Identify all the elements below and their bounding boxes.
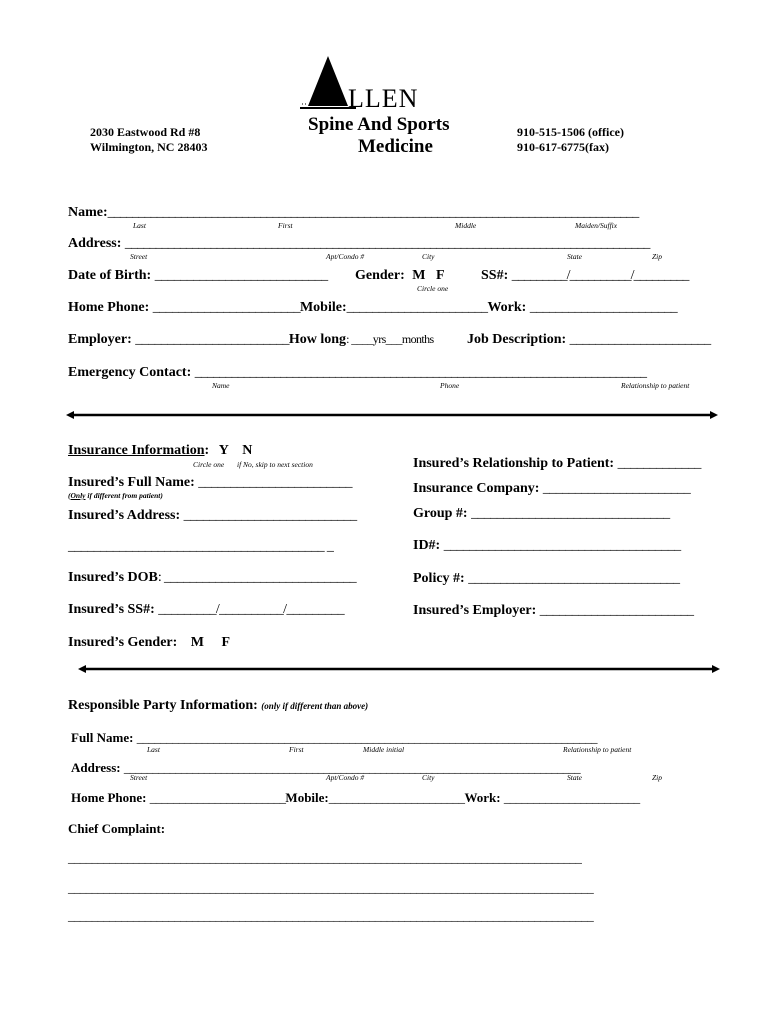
how-long-field[interactable]: : ____yrs___months xyxy=(346,332,434,346)
insured-dob-row xyxy=(68,570,356,586)
complaint-line-3[interactable]: _________________________________________________________________________________________ xyxy=(68,908,594,923)
job-desc-field[interactable]: ______________________ xyxy=(569,332,711,347)
mobile-label: Mobile: xyxy=(299,300,347,315)
name-sub-last: Last xyxy=(133,221,146,230)
gender-options[interactable]: M F xyxy=(412,268,445,283)
responsible-heading-row xyxy=(68,698,368,714)
responsible-home-phone-field[interactable]: _______________________ xyxy=(149,790,286,805)
insured-address-row xyxy=(68,508,356,524)
responsible-sub-first: First xyxy=(289,745,304,754)
relationship-field[interactable]: _____________ xyxy=(617,456,701,471)
insurance-heading-colon: : xyxy=(204,443,210,458)
responsible-sub-last: Last xyxy=(147,745,160,754)
name-sub-suffix: Maiden/Suffix xyxy=(575,221,618,230)
responsible-heading-note: (only if different than above) xyxy=(261,701,369,711)
group-label: Group #: xyxy=(413,506,468,521)
logo-line2: Spine And Sports xyxy=(308,114,450,135)
insured-dob-field[interactable]: : ______________________________ xyxy=(157,570,357,585)
group-row xyxy=(413,506,670,522)
relationship-row xyxy=(413,456,701,472)
emergency-sub-name: Name xyxy=(212,381,230,390)
dob-row xyxy=(68,268,328,284)
responsible-address-sub-zip: Zip xyxy=(652,773,663,782)
insured-ss-field[interactable]: _________/__________/_________ xyxy=(158,602,345,617)
responsible-work-label: Work: xyxy=(464,790,501,805)
ss-field[interactable]: _________/__________/_________ xyxy=(511,268,689,283)
address-sub-street: Street xyxy=(130,252,148,261)
company-field[interactable]: _______________________ xyxy=(542,481,691,496)
emergency-sub-relationship: Relationship to patient xyxy=(621,381,690,390)
address-sub-apt: Apt/Condo # xyxy=(326,252,365,261)
responsible-phone-row xyxy=(71,790,640,806)
insurance-heading-row xyxy=(68,443,252,459)
job-desc-label: Job Description: xyxy=(467,332,567,347)
insured-employer-field[interactable]: ________________________ xyxy=(539,603,694,618)
responsible-name-field[interactable]: ______________________________________________________________________________ xyxy=(136,730,597,745)
address-sub-state: State xyxy=(567,252,582,261)
insured-gender-row xyxy=(68,635,230,651)
gender-label: Gender: xyxy=(355,268,405,283)
insured-name-label: Insured’s Full Name: xyxy=(68,475,195,490)
emergency-row xyxy=(68,365,646,381)
insured-dob-label: Insured’s DOB xyxy=(68,570,158,585)
complaint-label: Chief Complaint: xyxy=(68,821,166,836)
employer-label: Employer: xyxy=(68,332,132,347)
address-sub-city: City xyxy=(422,252,435,261)
insured-address-label: Insured’s Address: xyxy=(68,508,181,523)
phone-fax: 910-617-6775(fax) xyxy=(517,140,609,154)
phone-row xyxy=(68,300,677,316)
how-long-label: How long xyxy=(288,332,347,347)
responsible-address-sub-apt: Apt/Condo # xyxy=(326,773,365,782)
responsible-mobile-field[interactable]: _______________________ xyxy=(328,790,465,805)
complaint-line-2[interactable]: _________________________________________________________________________________________ xyxy=(68,880,594,895)
emergency-label: Emergency Contact: xyxy=(68,365,192,380)
id-label: ID#: xyxy=(413,538,441,553)
clinic-phones xyxy=(517,125,624,155)
only-note-underlined: Only xyxy=(70,491,86,500)
responsible-address-label: Address: xyxy=(71,760,121,775)
address-row xyxy=(68,236,650,252)
policy-field[interactable]: _________________________________ xyxy=(468,571,680,586)
insured-gender-label: Insured’s Gender: xyxy=(68,635,178,650)
address-label: Address: xyxy=(68,236,122,251)
mobile-field[interactable]: ______________________ xyxy=(346,300,488,315)
insurance-heading: Insurance Information xyxy=(68,443,205,458)
logo xyxy=(300,54,480,162)
id-row xyxy=(413,538,681,554)
insured-name-row xyxy=(68,475,352,491)
insurance-yn[interactable]: Y N xyxy=(218,443,253,458)
employer-row xyxy=(68,332,434,348)
insured-name-field[interactable]: ________________________ xyxy=(198,475,352,490)
name-row xyxy=(68,205,638,221)
home-phone-label: Home Phone: xyxy=(68,300,150,315)
company-label: Insurance Company: xyxy=(413,481,540,496)
responsible-address-sub-city: City xyxy=(422,773,435,782)
insured-employer-row xyxy=(413,603,693,619)
job-desc-row xyxy=(467,332,710,348)
ss-label: SS#: xyxy=(481,268,509,283)
address-field[interactable]: ______________________________________________________________________________________ xyxy=(124,236,650,251)
home-phone-field[interactable]: _______________________ xyxy=(152,300,300,315)
responsible-address-sub-state: State xyxy=(567,773,582,782)
policy-label: Policy #: xyxy=(413,571,465,586)
address-line2: Wilmington, NC 28403 xyxy=(90,140,208,154)
name-label: Name: xyxy=(68,205,108,220)
name-sub-middle: Middle xyxy=(455,221,477,230)
responsible-name-label: Full Name: xyxy=(71,730,134,745)
work-label: Work: xyxy=(487,300,527,315)
dob-label: Date of Birth: xyxy=(68,268,152,283)
name-sub-first: First xyxy=(278,221,293,230)
responsible-mobile-label: Mobile: xyxy=(285,790,329,805)
section-divider xyxy=(66,408,718,422)
clinic-address xyxy=(90,125,207,155)
responsible-sub-relationship: Relationship to patient xyxy=(563,745,632,754)
logo-name: LLEN xyxy=(348,84,419,113)
address-line1: 2030 Eastwood Rd #8 xyxy=(90,125,201,139)
insured-address-field-2[interactable]: ________________________________________ _ xyxy=(68,539,334,554)
emergency-field[interactable]: __________________________________________________________________________ xyxy=(194,365,647,380)
work-field[interactable]: _______________________ xyxy=(529,300,678,315)
insurance-skip-note: if No, skip to next section xyxy=(237,460,313,469)
name-field[interactable]: _______________________________________________________________________________________ xyxy=(107,205,639,220)
gender-note: Circle one xyxy=(417,284,449,293)
dob-field[interactable]: ___________________________ xyxy=(154,268,328,283)
insurance-circle-note: Circle one xyxy=(193,460,225,469)
insured-ss-label: Insured’s SS#: xyxy=(68,602,155,617)
responsible-name-row xyxy=(71,730,597,746)
id-field[interactable]: _____________________________________ xyxy=(443,538,681,553)
section-divider xyxy=(78,662,720,676)
phone-office: 910-515-1506 (office) xyxy=(517,125,624,139)
insured-employer-label: Insured’s Employer: xyxy=(413,603,537,618)
logo-line3: Medicine xyxy=(358,136,433,157)
gender-group xyxy=(355,268,445,284)
company-row xyxy=(413,481,690,497)
emergency-sub-phone: Phone xyxy=(440,381,460,390)
responsible-heading: Responsible Party Information: xyxy=(68,698,258,713)
relationship-label: Insured’s Relationship to Patient: xyxy=(413,456,615,471)
insured-address-line2 xyxy=(68,539,333,555)
only-note-rest: if different from patient) xyxy=(85,491,163,500)
complaint-line-1[interactable]: _______________________________________________________________________________________ xyxy=(68,850,582,865)
ss-row xyxy=(481,268,689,284)
responsible-address-sub-street: Street xyxy=(130,773,148,782)
responsible-sub-middle: Middle initial xyxy=(363,745,405,754)
insured-gender-options[interactable]: M F xyxy=(190,635,231,650)
only-note-open: ( xyxy=(68,491,71,500)
address-sub-zip: Zip xyxy=(652,252,663,261)
policy-row xyxy=(413,571,679,587)
insured-address-field[interactable]: ___________________________ xyxy=(183,508,357,523)
responsible-address-field[interactable]: ________________________________________________________________________________ xyxy=(123,760,580,775)
group-field[interactable]: _______________________________ xyxy=(471,506,670,521)
responsible-home-phone-label: Home Phone: xyxy=(71,790,147,805)
only-note xyxy=(68,491,163,500)
responsible-work-field[interactable]: _______________________ xyxy=(503,790,640,805)
employer-field[interactable]: ________________________ xyxy=(135,332,289,347)
insured-ss-row xyxy=(68,602,344,618)
